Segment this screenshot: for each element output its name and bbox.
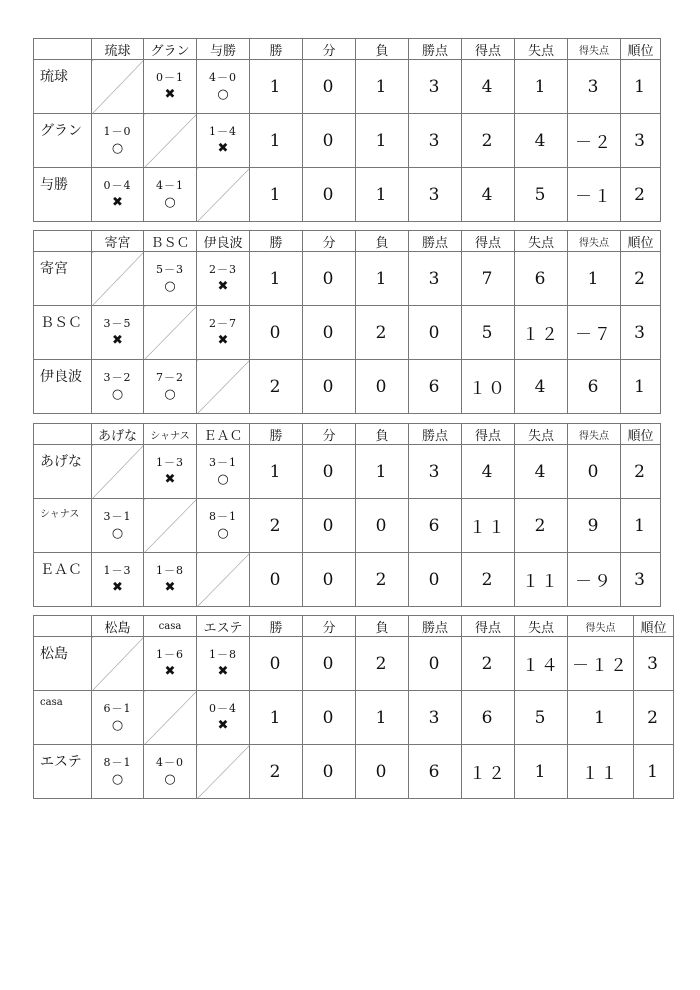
match-result-cell	[92, 168, 144, 222]
match-score: 4－1	[156, 178, 184, 192]
team-name: ＢＳＣ	[34, 306, 92, 360]
opponent-header: ＢＳＣ	[144, 231, 197, 252]
self-match-cell	[92, 60, 144, 114]
opponent-header: 伊良波	[197, 231, 250, 252]
stat-cell: 1	[356, 114, 409, 168]
stat-header: 得点	[462, 424, 515, 445]
stat-cell: －１	[568, 168, 621, 222]
stat-cell: 2	[356, 637, 409, 691]
stat-cell: １１	[515, 553, 568, 607]
match-score: 4－0	[156, 755, 184, 769]
match-score: 3－5	[103, 316, 132, 330]
league-table-2	[33, 230, 661, 414]
stat-header: 負	[356, 231, 409, 252]
team-name: 松島	[34, 637, 92, 691]
self-match-cell	[197, 168, 250, 222]
match-score: 1－0	[103, 124, 132, 138]
team-row	[34, 252, 661, 306]
team-row	[34, 499, 661, 553]
stat-cell: 0	[303, 360, 356, 414]
team-row	[34, 60, 661, 114]
win-mark-icon: ○	[164, 194, 176, 210]
opponent-header: シャナス	[144, 424, 197, 445]
stat-cell: 6	[409, 499, 462, 553]
league-table-1	[33, 38, 661, 222]
stat-header: 分	[303, 616, 356, 637]
stat-cell: 1	[250, 114, 303, 168]
stat-header: 得失点	[568, 616, 634, 637]
team-row	[34, 745, 674, 799]
stat-cell: 2	[250, 499, 303, 553]
self-match-cell	[92, 252, 144, 306]
match-result-cell	[144, 360, 197, 414]
stat-cell: 6	[515, 252, 568, 306]
stat-header: 順位	[634, 616, 674, 637]
self-match-cell	[197, 553, 250, 607]
stat-header: 分	[303, 231, 356, 252]
match-score: 5－3	[156, 262, 184, 276]
stat-cell: 3	[409, 114, 462, 168]
stat-cell: 1	[356, 691, 409, 745]
match-result-cell	[197, 252, 250, 306]
stat-header: 失点	[515, 616, 568, 637]
league-table-4	[33, 615, 674, 799]
stat-cell: 6	[409, 360, 462, 414]
stat-cell: 0	[303, 745, 356, 799]
stat-cell: 0	[250, 637, 303, 691]
stat-cell: 1	[356, 168, 409, 222]
win-mark-icon: ○	[164, 386, 176, 402]
match-result-cell	[144, 60, 197, 114]
stat-cell: 6	[462, 691, 515, 745]
stat-header: 負	[356, 39, 409, 60]
stat-cell: 0	[409, 553, 462, 607]
win-mark-icon: ○	[111, 386, 124, 402]
match-result-cell	[144, 553, 197, 607]
stat-cell: 1	[621, 360, 661, 414]
stat-cell: 3	[409, 60, 462, 114]
stat-cell: 2	[250, 745, 303, 799]
match-result-cell	[144, 445, 197, 499]
team-name: エステ	[34, 745, 92, 799]
stat-cell: 1	[250, 691, 303, 745]
stat-cell: １２	[462, 745, 515, 799]
match-score: 3－1	[103, 509, 132, 523]
match-result-cell	[197, 637, 250, 691]
win-mark-icon: ○	[111, 717, 124, 733]
stat-cell: 2	[356, 306, 409, 360]
loss-mark-icon: ✖	[164, 86, 176, 102]
match-score: 0－4	[209, 701, 237, 715]
league-table-3	[33, 423, 661, 607]
opponent-header: 琉球	[92, 39, 144, 60]
stat-cell: 1	[250, 445, 303, 499]
stat-cell: －９	[568, 553, 621, 607]
stat-cell: 1	[250, 252, 303, 306]
stat-cell: １２	[515, 306, 568, 360]
win-mark-icon: ○	[164, 278, 176, 294]
stat-cell: 0	[303, 60, 356, 114]
match-result-cell	[197, 114, 250, 168]
stat-cell: 1	[568, 691, 634, 745]
stat-cell: 4	[515, 360, 568, 414]
stat-cell: 3	[621, 553, 661, 607]
win-mark-icon: ○	[217, 86, 229, 102]
stat-header: 失点	[515, 424, 568, 445]
stat-cell: 0	[303, 168, 356, 222]
opponent-header: 寄宮	[92, 231, 144, 252]
self-match-cell	[92, 637, 144, 691]
stat-cell: 4	[462, 445, 515, 499]
stat-cell: 0	[303, 499, 356, 553]
win-mark-icon: ○	[164, 771, 176, 787]
stat-cell: 2	[462, 637, 515, 691]
stat-cell: 1	[621, 499, 661, 553]
stat-cell: 0	[303, 691, 356, 745]
stat-cell: －１２	[568, 637, 634, 691]
self-match-cell	[92, 445, 144, 499]
stat-cell: 1	[515, 745, 568, 799]
match-score: 1－4	[209, 124, 237, 138]
stat-cell: 1	[634, 745, 674, 799]
match-score: 1－8	[156, 563, 184, 577]
stat-header: 勝	[250, 424, 303, 445]
stat-header: 負	[356, 616, 409, 637]
self-match-cell	[197, 745, 250, 799]
opponent-header: 与勝	[197, 39, 250, 60]
stat-cell: 5	[515, 168, 568, 222]
stat-cell: 9	[568, 499, 621, 553]
stat-cell: 1	[621, 60, 661, 114]
team-name: グラン	[34, 114, 92, 168]
team-row	[34, 445, 661, 499]
match-score: 0－1	[156, 70, 184, 84]
win-mark-icon: ○	[111, 525, 124, 541]
match-score: 7－2	[156, 370, 184, 384]
self-match-cell	[197, 360, 250, 414]
stat-cell: 4	[515, 114, 568, 168]
stat-header: 得失点	[568, 39, 621, 60]
stat-cell: 3	[634, 637, 674, 691]
loss-mark-icon: ✖	[217, 717, 229, 733]
self-match-cell	[144, 691, 197, 745]
stat-cell: 0	[303, 445, 356, 499]
loss-mark-icon: ✖	[164, 471, 176, 487]
stat-cell: 6	[568, 360, 621, 414]
stat-header: 順位	[621, 39, 661, 60]
stat-cell: 2	[250, 360, 303, 414]
match-score: 3－1	[209, 455, 237, 469]
loss-mark-icon: ✖	[112, 332, 123, 348]
stat-header: 負	[356, 424, 409, 445]
match-score: 8－1	[103, 755, 132, 769]
opponent-header: あげな	[92, 424, 144, 445]
team-row	[34, 306, 661, 360]
team-name: ＥＡＣ	[34, 553, 92, 607]
loss-mark-icon: ✖	[112, 194, 123, 210]
match-score: 6－1	[103, 701, 132, 715]
header-row	[34, 231, 661, 252]
stat-cell: 1	[568, 252, 621, 306]
stat-cell: 0	[303, 114, 356, 168]
team-name: 琉球	[34, 60, 92, 114]
stat-cell: 5	[462, 306, 515, 360]
stat-cell: 5	[515, 691, 568, 745]
stat-cell: 2	[462, 114, 515, 168]
stat-header: 分	[303, 39, 356, 60]
stat-cell: 2	[462, 553, 515, 607]
header-row	[34, 616, 674, 637]
stat-cell: －７	[568, 306, 621, 360]
team-row	[34, 553, 661, 607]
stat-header: 勝点	[409, 231, 462, 252]
team-name: 伊良波	[34, 360, 92, 414]
stat-header: 得点	[462, 39, 515, 60]
stat-header: 得失点	[568, 231, 621, 252]
corner-cell	[34, 616, 92, 637]
stat-cell: 1	[356, 252, 409, 306]
stat-cell: 0	[250, 553, 303, 607]
stat-cell: 2	[634, 691, 674, 745]
stat-cell: １１	[568, 745, 634, 799]
stat-header: 得点	[462, 231, 515, 252]
match-score: 1－3	[156, 455, 184, 469]
stat-header: 勝	[250, 39, 303, 60]
stat-cell: 0	[356, 745, 409, 799]
stat-cell: 1	[356, 60, 409, 114]
loss-mark-icon: ✖	[217, 278, 229, 294]
loss-mark-icon: ✖	[217, 663, 229, 679]
match-result-cell	[144, 637, 197, 691]
team-row	[34, 637, 674, 691]
stat-cell: 0	[303, 306, 356, 360]
stat-header: 順位	[621, 424, 661, 445]
opponent-header: casa	[144, 616, 197, 637]
match-result-cell	[197, 60, 250, 114]
match-result-cell	[92, 745, 144, 799]
stat-cell: 1	[250, 60, 303, 114]
stat-cell: 0	[568, 445, 621, 499]
match-result-cell	[197, 499, 250, 553]
loss-mark-icon: ✖	[164, 663, 176, 679]
stat-cell: 3	[621, 306, 661, 360]
stat-cell: 2	[356, 553, 409, 607]
match-result-cell	[92, 691, 144, 745]
stat-cell: １０	[462, 360, 515, 414]
match-score: 1－3	[103, 563, 132, 577]
stat-header: 勝	[250, 616, 303, 637]
stat-cell: 2	[515, 499, 568, 553]
loss-mark-icon: ✖	[217, 332, 229, 348]
match-score: 8－1	[209, 509, 237, 523]
stat-header: 得点	[462, 616, 515, 637]
stat-cell: 0	[303, 637, 356, 691]
win-mark-icon: ○	[217, 471, 229, 487]
team-name: casa	[34, 691, 92, 745]
stat-cell: 2	[621, 252, 661, 306]
stat-cell: １１	[462, 499, 515, 553]
match-score: 0－4	[103, 178, 132, 192]
team-row	[34, 691, 674, 745]
win-mark-icon: ○	[111, 771, 124, 787]
stat-cell: 7	[462, 252, 515, 306]
stat-cell: 3	[409, 252, 462, 306]
team-row	[34, 360, 661, 414]
match-result-cell	[144, 252, 197, 306]
match-result-cell	[197, 445, 250, 499]
stat-cell: 0	[356, 499, 409, 553]
stat-cell: 0	[409, 306, 462, 360]
self-match-cell	[144, 114, 197, 168]
team-name: シャナス	[34, 499, 92, 553]
loss-mark-icon: ✖	[217, 140, 229, 156]
team-name: 与勝	[34, 168, 92, 222]
stat-cell: １４	[515, 637, 568, 691]
opponent-header: ＥＡＣ	[197, 424, 250, 445]
stat-cell: 0	[250, 306, 303, 360]
self-match-cell	[144, 306, 197, 360]
stat-header: 得失点	[568, 424, 621, 445]
match-result-cell	[92, 114, 144, 168]
match-score: 1－8	[209, 647, 237, 661]
stat-cell: 3	[621, 114, 661, 168]
header-row	[34, 39, 661, 60]
stat-cell: 4	[462, 60, 515, 114]
self-match-cell	[144, 499, 197, 553]
stat-cell: 1	[356, 445, 409, 499]
stat-cell: 0	[303, 553, 356, 607]
corner-cell	[34, 39, 92, 60]
team-name: 寄宮	[34, 252, 92, 306]
stat-cell: 1	[250, 168, 303, 222]
stat-header: 順位	[621, 231, 661, 252]
loss-mark-icon: ✖	[112, 579, 123, 595]
corner-cell	[34, 231, 92, 252]
stat-cell: 4	[515, 445, 568, 499]
stat-header: 失点	[515, 39, 568, 60]
stat-cell: 3	[568, 60, 621, 114]
stat-header: 失点	[515, 231, 568, 252]
stat-header: 勝点	[409, 616, 462, 637]
header-row	[34, 424, 661, 445]
stat-cell: 3	[409, 168, 462, 222]
win-mark-icon: ○	[111, 140, 124, 156]
stat-header: 分	[303, 424, 356, 445]
stat-cell: 4	[462, 168, 515, 222]
match-result-cell	[197, 691, 250, 745]
match-result-cell	[144, 745, 197, 799]
stat-cell: 0	[409, 637, 462, 691]
team-name: あげな	[34, 445, 92, 499]
match-result-cell	[92, 360, 144, 414]
stat-cell: 0	[303, 252, 356, 306]
opponent-header: エステ	[197, 616, 250, 637]
match-score: 4－0	[209, 70, 237, 84]
opponent-header: グラン	[144, 39, 197, 60]
stat-header: 勝	[250, 231, 303, 252]
match-score: 2－3	[209, 262, 237, 276]
match-score: 1－6	[156, 647, 184, 661]
stat-cell: 2	[621, 445, 661, 499]
stat-cell: 0	[356, 360, 409, 414]
win-mark-icon: ○	[217, 525, 229, 541]
stat-cell: 3	[409, 445, 462, 499]
stat-header: 勝点	[409, 39, 462, 60]
match-result-cell	[144, 168, 197, 222]
stat-cell: －２	[568, 114, 621, 168]
match-score: 3－2	[103, 370, 132, 384]
stat-cell: 2	[621, 168, 661, 222]
stat-cell: 1	[515, 60, 568, 114]
match-result-cell	[92, 499, 144, 553]
match-score: 2－7	[209, 316, 237, 330]
match-result-cell	[197, 306, 250, 360]
loss-mark-icon: ✖	[164, 579, 176, 595]
team-row	[34, 114, 661, 168]
corner-cell	[34, 424, 92, 445]
team-row	[34, 168, 661, 222]
match-result-cell	[92, 306, 144, 360]
stat-cell: 3	[409, 691, 462, 745]
match-result-cell	[92, 553, 144, 607]
opponent-header: 松島	[92, 616, 144, 637]
stat-header: 勝点	[409, 424, 462, 445]
stat-cell: 6	[409, 745, 462, 799]
